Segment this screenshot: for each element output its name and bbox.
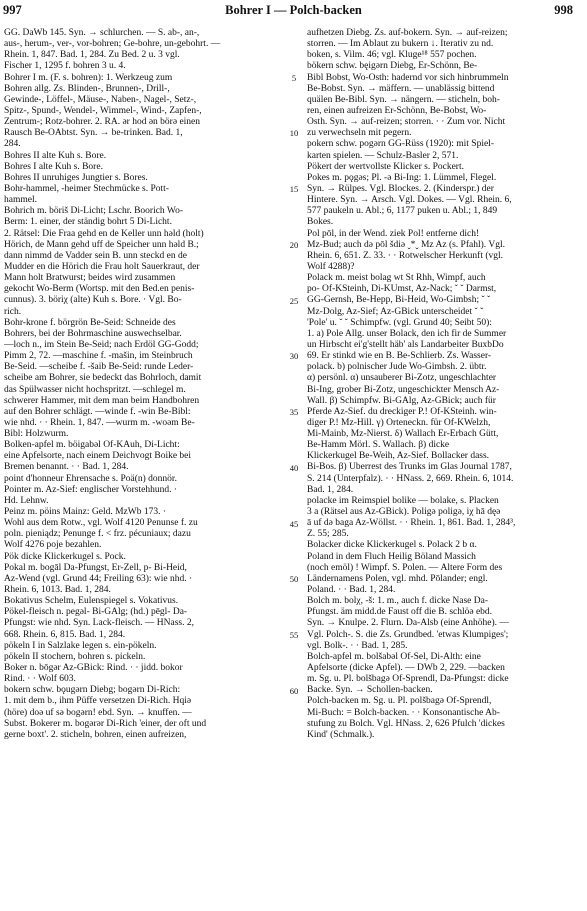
text-line: Bremen benannt. · · Bad. 1, 284. [4,462,129,473]
text-line: 577 paukeln u. Abl.; 6, 1177 puken u. Abl.; 1, 849 [307,206,498,217]
text-line: 668. Rhein. 6, 815. Bad. 1, 284. [4,629,126,640]
text-line: rich. [4,306,22,317]
line-number: 15 [289,184,299,195]
text-line: zu verwechseln mit pegern. [307,128,412,139]
text-line: Z. 55; 285. [307,529,349,540]
text-line: GG-Gernsh, Be-Hepp, Bi-Heid, Wo-Gimbsh; ˇ ˇ [307,295,491,306]
text-line: Bohr-hammel, -heimer Stechmücke s. Pott- [4,183,169,194]
text-line: polack. b) polnischer Jude Wo-Gimbsh. 2. übtr. [307,362,487,373]
text-line: Hd. Lehnw. [4,495,49,506]
text-line: Wall. β) Schimpfw. Bi-GAlg, Az-GBick; auch für [307,395,496,406]
line-number: 25 [289,295,299,306]
text-line: ā uf də baga Az-Wöllst. · · Rhein. 1, 861. Bad. 1, 284³, [307,518,516,529]
text-line: Pimm 2, 72. —maschine f. -mašin, im Steinbruch [4,351,193,362]
text-line: Bokes. [307,217,334,228]
text-line: karten spielen. — Schulz-Basler 2, 571. [307,150,459,161]
text-line: Wolf 4276 poje bezahlen. [4,540,102,551]
text-line: Pokal m. bogāl Da-Pfungst, Er-Zell, p- Bi-Heid, [4,562,187,573]
text-line: cunnus). 3. böriχ (alte) Kuh s. Bore. · Vgl. Bo- [4,295,182,306]
text-line: Be-Seid. —scheibe f. -šaib Be-Seid: runde Leder- [4,362,194,373]
text-line: Bohres I alte Kuh s. Bore. [4,161,103,172]
text-line: aus-, herum-, ver-, vor-bohren; Ge-bohre, un-gebohrt. — [4,39,221,50]
text-line: Pökel-fleisch n. pegəl- Bi-GAlg; (hd.) pēgl- Da- [4,607,188,618]
text-line: Syn. → Rülpes. Vgl. Blockes. 2. (Kinderspr.) der [307,183,494,194]
text-line: Hintere. Syn. → Arsch. Vgl. Dokes. — Vgl. Rhein. 6, [307,195,512,206]
page-number-left: 997 [3,3,22,17]
text-line: Bolch-apfel m. bolšabəl Of-Sel, Di-Alth: eine [307,651,481,662]
line-number: 55 [289,630,299,641]
text-line: Rhein. 6, 1013. Bad. 1, 284. [4,585,111,596]
text-line: wie nhd. · · Rhein. 1, 847. —wurm m. -woəm Be- [4,417,195,428]
text-line: hammel. [4,195,37,206]
line-number: 30 [289,351,299,362]
text-line: 1. a) Pole Allg. unser Bolack, den ich fir de Summer [307,328,507,339]
text-line: (höre) doə uf sə bogərn! ebd. Syn. → knuffen. — [4,707,192,718]
text-line: Rhein. 6, 651. Z. 33. · · Rotwelscher Herkunft (vgl. [307,250,504,261]
text-line: Boker n. bōgər Az-GBick: Rind. · · jidd. bokor [4,663,183,674]
text-line: Polack m. meist bolag wt St Rhh, Wimpf, auch [307,273,486,284]
text-line: eine Apfelsorte, nach einem Deichvogt Boike bei [4,451,192,462]
left-column [4,28,284,741]
text-line: polacke im Reimspiel bolike — bolake, s. Placken [307,495,499,506]
text-line: gerne boxt'. 2. sticheln, bohren, einen aufreizen, [4,729,187,740]
text-line: pokern schw. pogərn GG-Rüss (1920): mit Spiel- [307,139,494,150]
text-line: Gewinde-, Löffel-, Mäuse-, Naben-, Nagel-, Setz-, [4,94,197,105]
text-line: Bohrers, bei der Bohrmaschine auswechselbar. [4,328,182,339]
text-line: Berm: 1. einer, der ständig bohrt 5 Di-Licht. [4,217,172,228]
text-line: Bohres II alte Kuh s. Bore. [4,150,107,161]
text-line: Bolken-apfel m. böigabəl Of-KAuh, Di-Licht: [4,440,180,451]
text-line: GG. DaWb 145. Syn. → schlurchen. — S. ab-, an-, [4,28,200,38]
text-line: Osth. Syn. → auf-reizen; storren. · · Zum vor. Nicht [307,117,506,128]
page-header [0,0,587,22]
text-line: Mi-Buch: = Bolch-backen. · · Konsonantische Ab- [307,707,500,718]
text-line: poln. pieniądz; Penunge f. < frz. pécuniaux; dazu [4,529,191,540]
text-line: Pfungst: wie nhd. Syn. Lack-fleisch. — HNass. 2, [4,618,194,629]
line-number: 10 [289,128,299,139]
text-line: Kind' (Schmalk.). [307,729,375,740]
text-line: Bolch m. bolχ, -š: 1. m., auch f. dicke Nase Da- [307,596,488,607]
text-line: Bokativus Schelm, Eulenspiegel s. Vokativus. [4,596,179,607]
text-line: gekocht Wo-Berm (Wortsp. mit den Bed.en penis- [4,284,195,295]
text-line: Fischer 1, 1295 f. bohren 3 u. 4. [4,61,126,72]
text-line: quälen Be-Bibl. Syn. → nängern. — sticheln, boh- [307,94,500,105]
text-line: Vgl. Polch-. S. die Zs. Grundbed. 'etwas Klumpiges'; [307,629,509,640]
text-line: Hörich, de Mann gehd uff de Speicher unn həld B.; [4,239,199,250]
text-line: Polch-backen m. Sg. u. Pl. polšbagə Of-Sprendl, [307,696,492,707]
text-line: Klickerkugel Be-Weih, Az-Sief. Bollacker dass. [307,451,490,462]
text-line: Bohren allg. Zs. Blinden-, Brunnen-, Drill-, [4,83,170,94]
line-number: 60 [289,685,299,696]
text-line: Pök dicke Klickerkugel s. Pock. [4,551,126,562]
text-line: 284. [4,139,21,150]
text-line: boken, s. Vilm. 46; vgl. Kluge¹⁸ 557 pochen. [307,50,477,61]
text-line: Bibl: Holzwurm. [4,429,69,440]
text-line: Rind. · · Wolf 603. [4,674,76,685]
text-line: storren. — Im Ablaut zu bukern ↓. Iterativ zu nd. [307,39,494,50]
text-line: Be-Bobst. Syn. → mäffern. — unablässig bittend [307,83,495,94]
text-line: schwerer Hammer, mit dem man beim Handbohren [4,395,200,406]
line-number: 50 [289,574,299,585]
text-line: Spitz-, Spund-, Wendel-, Wimmel-, Wind-, Zapfen-, [4,105,202,116]
text-line: 1. mit dem b., ihm Püffe versetzen Di-Rich. Hqiə [4,696,192,707]
text-line: stufung zu Bolch. Vgl. HNass. 2, 626 Pfulch 'dickes [307,718,505,729]
text-line: Backe. Syn. → Schollen-backen. [307,685,433,696]
text-line: Pointer m. Az-Sief: englischer Vorstehhund. · [4,484,177,495]
text-line: Rausch Be-OAbtst. Syn. → be-trinken. Bad. 1, [4,128,183,139]
text-line: Bohres II unruhiges Jungtier s. Bores. [4,172,148,183]
text-line: 3 a (Rätsel aus Az-GBick). Poligə poligə, iχ hā dęə [307,507,501,518]
line-number: 45 [289,518,299,529]
text-line: Poland. · · Bad. 1, 284. [307,585,396,596]
line-number: 5 [291,72,297,83]
text-line: Subst. Bokerer m. bogərər Di-Rich 'einer, der oft und [4,718,207,729]
text-line: bökern schw. bęigərn Diebg, Er-Schönn, Be- [307,61,478,72]
text-line: dann nimmd de Vadder sein B. unn steckd en de [4,250,187,261]
text-line: Bibl Bobst, Wo-Osth: hadernd vor sich hinbrummeln [307,72,509,83]
text-line: vgl. Bolk-. · · Bad. 1, 285. [307,640,408,651]
running-title: Bohrer I — Polch-backen [225,3,362,17]
text-line: po- Of-KSteinh, Di-KUmst, Az-Nack; ˇ ˇ Darmst, [307,284,497,295]
text-line: 2. Rätsel: Die Fraa gehd en de Keller unn həld (holt) [4,228,204,239]
text-line: Syn. → Knulpe. 2. Flurn. Da-Alsb (eine Anhöhe). — [307,618,509,629]
text-line: pökeln II stochern, bohren s. pickeln. [4,651,146,662]
text-line: (noch emöl) ! Wimpf. S. Polen. — Ältere Form des [307,562,503,573]
text-line: Mi-Mainb, Mz-Nierst. δ) Wallach Er-Erbach Gütt, [307,429,499,440]
text-line: 'Pole' u. ˇ ˇ Schimpfw. (vgl. Grund 40; Seibt 50): [307,317,492,328]
text-line: Poland in dem Fluch Heilig Böland Massich [307,551,476,562]
text-line: Wohl aus dem Rotw., vgl. Wolf 4120 Penunse f. zu [4,518,198,529]
text-line: Pfungst. äm midd.de Faust off die B. schlöə ebd. [307,607,493,618]
text-line: Pokes m. pǫgəs; Pl. -ə Bi-Ing: 1. Lümmel, Flegel. [307,172,497,183]
line-number: 35 [289,407,299,418]
text-line: S. 214 (Unterpfalz). · · HNass. 2, 669. Rhein. 6, 1014. [307,473,514,484]
text-line: 69. Er stinkd wie en B. Be-Schlierb. Zs. Wasser- [307,351,492,362]
text-line: Pol pōl, in der Wend. ziek Pol! entferne dich! [307,228,480,239]
text-line: Mz-Bud; auch də pōl šdiə ˬ*ˬ Mz Az (s. Pfahl). Vgl. [307,239,505,250]
page-number-right: 998 [554,3,573,17]
text-line: Mudder en die Hörich die Frau holt Sauerkraut, der [4,261,200,272]
text-line: Bohrer I m. (F. s. bohren): 1. Werkzeug zum [4,72,173,83]
text-line: Bi-Ing, grober Bi-Zotz, ungeschickter Mensch Az- [307,384,500,395]
text-line: Bolacker dicke Klickerkugel s. Polack 2 b α. [307,540,477,551]
text-line: Mz-Dolg, Az-Sief; Az-GBick unterscheidet ˇ ˇ [307,306,484,317]
text-line: Mann holt Bratwurst; beides wird zusammen [4,273,176,284]
text-line: α) persönl. α) unsauberer Bi-Zotz, ungeschlachter [307,373,497,384]
text-line: Pferde Az-Sief. du dreckiger P.! Of-KSteinh. win- [307,406,497,417]
text-line: Bohrich m. böriš Di-Licht; Lschr. Boorich Wo- [4,206,184,217]
text-line: pökeln I in Salzlake legen s. ein-pökeln. [4,640,157,651]
text-line: Pökert der wertvollste Klicker s. Pockert. [307,161,464,172]
text-line: bokern schw. bǫugərn Diebg; bogərn Di-Rich: [4,685,181,696]
text-line: diger P.! Mz-Hill. γ) Orteneckn. für Of-KWelzh, [307,417,491,428]
text-line: Peinz m. pöins Mainz: Geld. MzWb 173. · [4,507,167,518]
text-line: Ländernamens Polen, vgl. mhd. Pōlander; engl. [307,573,488,584]
text-line: Az-Wend (vgl. Grund 44; Freiling 63): wie nhd. · [4,573,193,584]
text-line: Rhein. 1, 847. Bad. 1, 284. Zu Bed. 2 u. 3 vgl. [4,50,180,61]
text-line: Bohr-krone f. börgrön Be-Seid: Schneide des [4,317,176,328]
text-line: auf den Bohrer schlägt. —winde f. -win Be-Bibl: [4,406,191,417]
text-line: das Spülwasser nicht hochspritzt. —schlegel m. [4,384,186,395]
text-line: m. Sg. u. Pl. bolšbagə Of-Sprendl, Da-Pfungst: dicke [307,674,509,685]
text-line: Apfelsorte (dicke Äpfel). — DWb 2, 229. —backen [307,663,505,674]
text-line: un Hirbscht ei'g'stellt häb' als Landarbeiter BuxbDo [307,339,504,350]
text-line: Wolf 4288)? [307,261,355,272]
text-line: —loch n., im Stein Be-Seid; nach Erdöl GG-Godd; [4,339,199,350]
text-line: Be-Hamm Mörl. S. Wallach. β) dicke [307,440,450,451]
text-line: Bi-Bos. β) Überrest des Trunks im Glas Journal 1787, [307,462,512,473]
text-line: point d'honneur Ehrensache s. Poä(n) donnör. [4,473,177,484]
text-line: ren, einen aufreizen Er-Schönn, Be-Bobst, Wo- [307,105,487,116]
text-line: Bad. 1, 284. [307,484,354,495]
text-line: Zentrum-; Rotz-bohrer. 2. RA. ər hod ən börə einen [4,117,201,128]
text-line: scheibe am Bohrer, sie bedeckt das Bohrloch, damit [4,373,202,384]
right-column [307,28,579,741]
text-line: aufhetzen Diebg. Zs. auf-bokern. Syn. → auf-reizen; [307,28,508,38]
line-number: 20 [289,239,299,250]
line-number: 40 [289,462,299,473]
